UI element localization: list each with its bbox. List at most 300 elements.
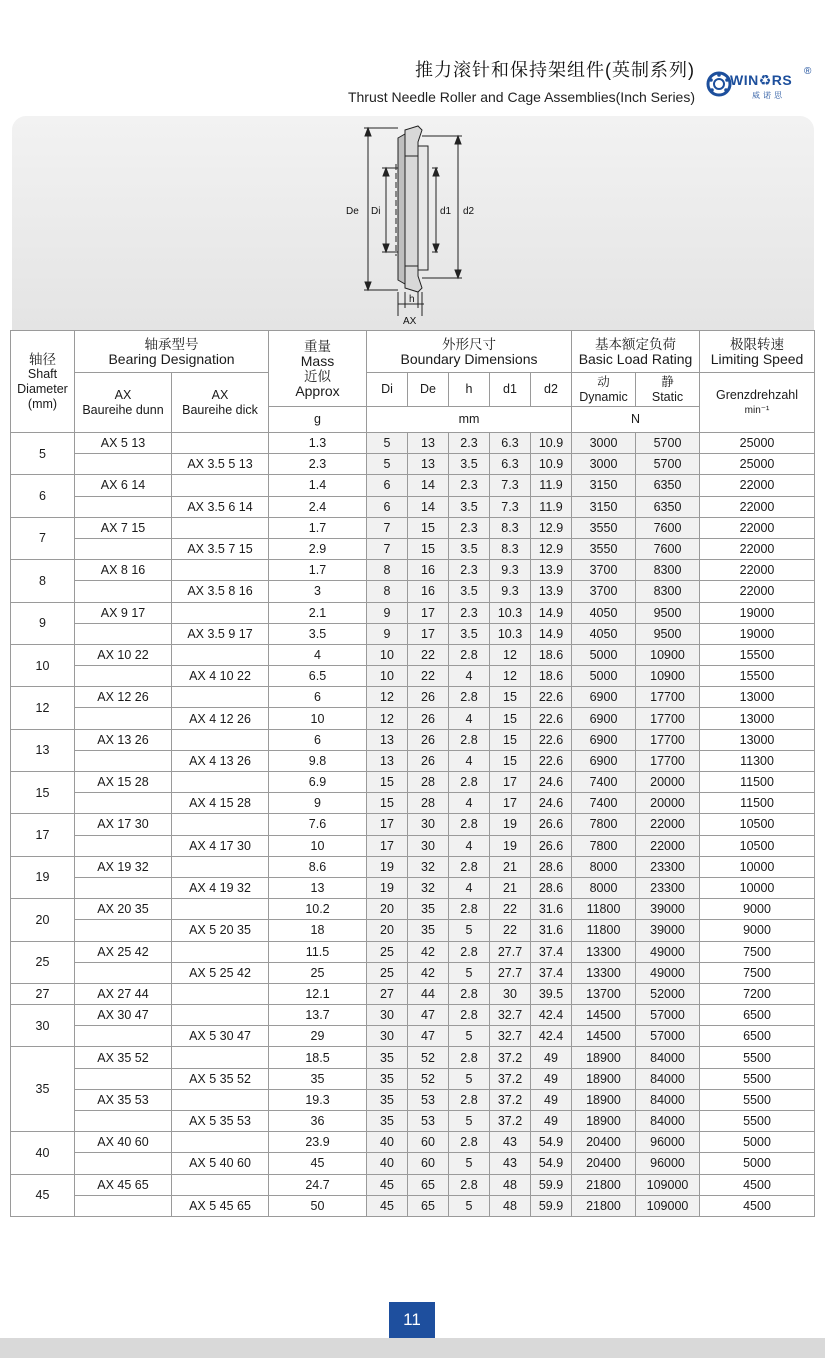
designation-thin-cell: AX 35 52 xyxy=(75,1047,172,1068)
d1-cell: 48 xyxy=(490,1195,531,1216)
d2-cell: 49 xyxy=(531,1068,572,1089)
ax-thick-header xyxy=(172,373,269,433)
di-cell: 15 xyxy=(367,793,408,814)
speed-header-en: Limiting Speed xyxy=(710,350,804,367)
designation-thick-cell xyxy=(172,560,269,581)
speed-cell: 7500 xyxy=(700,941,815,962)
dynamic-cell: 3700 xyxy=(572,560,636,581)
mass-cell: 1.3 xyxy=(269,433,367,454)
di-cell: 7 xyxy=(367,538,408,559)
dynamic-header-en: Dynamic xyxy=(579,389,628,404)
d1-cell: 43 xyxy=(490,1132,531,1153)
h-cell: 4 xyxy=(449,708,490,729)
di-cell: 13 xyxy=(367,750,408,771)
static-cell: 23300 xyxy=(636,877,700,898)
h-cell: 2.8 xyxy=(449,856,490,877)
d2-cell: 22.6 xyxy=(531,750,572,771)
h-cell: 2.3 xyxy=(449,602,490,623)
de-cell: 17 xyxy=(408,602,449,623)
mass-header-cn: 重量 xyxy=(304,338,331,354)
d2-cell: 26.6 xyxy=(531,814,572,835)
di-cell: 19 xyxy=(367,877,408,898)
static-cell: 57000 xyxy=(636,1005,700,1026)
table-row xyxy=(11,496,815,517)
speed-cell: 5000 xyxy=(700,1153,815,1174)
designation-thin-cell xyxy=(75,1068,172,1089)
d2-cell: 24.6 xyxy=(531,772,572,793)
designation-thin-cell xyxy=(75,708,172,729)
designation-thin-cell xyxy=(75,1111,172,1132)
di-cell: 30 xyxy=(367,1005,408,1026)
d1-cell: 32.7 xyxy=(490,1026,531,1047)
mass-cell: 9 xyxy=(269,793,367,814)
d1-cell: 37.2 xyxy=(490,1047,531,1068)
de-cell: 47 xyxy=(408,1005,449,1026)
di-cell: 35 xyxy=(367,1068,408,1089)
designation-thick-cell: AX 5 35 53 xyxy=(172,1111,269,1132)
dynamic-cell: 4050 xyxy=(572,602,636,623)
d1-cell: 6.3 xyxy=(490,454,531,475)
d2-cell: 37.4 xyxy=(531,962,572,983)
static-cell: 39000 xyxy=(636,920,700,941)
designation-thin-cell xyxy=(75,1195,172,1216)
d1-cell: 37.2 xyxy=(490,1111,531,1132)
d1-cell: 7.3 xyxy=(490,475,531,496)
limiting-speed-header xyxy=(700,331,815,373)
table-header xyxy=(11,331,815,433)
static-cell: 5700 xyxy=(636,433,700,454)
dynamic-cell: 3550 xyxy=(572,517,636,538)
d1-cell: 48 xyxy=(490,1174,531,1195)
static-cell: 109000 xyxy=(636,1174,700,1195)
speed-cell: 15500 xyxy=(700,644,815,665)
speed-cell: 22000 xyxy=(700,475,815,496)
speed-header-de: Grenzdrehzahl xyxy=(716,387,799,402)
designation-thick-cell: AX 3.5 8 16 xyxy=(172,581,269,602)
static-cell: 8300 xyxy=(636,581,700,602)
ax-thin-header xyxy=(75,373,172,433)
speed-cell: 10500 xyxy=(700,835,815,856)
designation-thick-cell xyxy=(172,983,269,1004)
speed-cell: 19000 xyxy=(700,602,815,623)
table-row xyxy=(11,793,815,814)
speed-header-cn: 极限转速 xyxy=(730,336,785,352)
d2-cell: 12.9 xyxy=(531,517,572,538)
speed-cell: 11500 xyxy=(700,793,815,814)
de-cell: 28 xyxy=(408,793,449,814)
d2-cell: 42.4 xyxy=(531,1026,572,1047)
label-di: Di xyxy=(371,206,381,217)
di-cell: 40 xyxy=(367,1153,408,1174)
de-cell: 15 xyxy=(408,517,449,538)
speed-cell: 9000 xyxy=(700,920,815,941)
h-cell: 5 xyxy=(449,1195,490,1216)
d1-cell: 27.7 xyxy=(490,941,531,962)
d1-cell: 21 xyxy=(490,877,531,898)
di-cell: 40 xyxy=(367,1132,408,1153)
h-cell: 2.8 xyxy=(449,687,490,708)
h-cell: 2.3 xyxy=(449,560,490,581)
table-row xyxy=(11,877,815,898)
shaft-diameter-cell: 8 xyxy=(11,560,75,602)
ax-thin-label: AX xyxy=(114,387,132,402)
table-row xyxy=(11,856,815,877)
d2-cell: 11.9 xyxy=(531,496,572,517)
d1-cell: 9.3 xyxy=(490,560,531,581)
shaft-header xyxy=(11,331,75,433)
speed-cell: 5000 xyxy=(700,1132,815,1153)
speed-cell: 4500 xyxy=(700,1195,815,1216)
static-cell: 9500 xyxy=(636,623,700,644)
table-row xyxy=(11,1132,815,1153)
mass-cell: 19.3 xyxy=(269,1089,367,1110)
d1-cell: 19 xyxy=(490,835,531,856)
static-cell: 22000 xyxy=(636,814,700,835)
designation-thick-cell: AX 4 17 30 xyxy=(172,835,269,856)
d2-cell: 37.4 xyxy=(531,941,572,962)
speed-cell: 22000 xyxy=(700,560,815,581)
designation-thin-cell: AX 40 60 xyxy=(75,1132,172,1153)
d1-header: d1 xyxy=(490,373,531,407)
d1-cell: 7.3 xyxy=(490,496,531,517)
mass-cell: 1.7 xyxy=(269,517,367,538)
mass-cell: 6.9 xyxy=(269,772,367,793)
dynamic-cell: 21800 xyxy=(572,1195,636,1216)
mass-cell: 4 xyxy=(269,644,367,665)
logo-wordmark: WIN♻RS xyxy=(730,72,793,88)
di-cell: 6 xyxy=(367,496,408,517)
dynamic-cell: 7400 xyxy=(572,793,636,814)
dynamic-cell: 3150 xyxy=(572,496,636,517)
dynamic-cell: 3000 xyxy=(572,454,636,475)
bearing-header-en: Bearing Designation xyxy=(108,350,235,367)
dynamic-cell: 6900 xyxy=(572,729,636,750)
h-cell: 2.8 xyxy=(449,1005,490,1026)
dynamic-header-cn: 动 xyxy=(597,374,610,389)
table-row xyxy=(11,1068,815,1089)
de-cell: 30 xyxy=(408,814,449,835)
d1-cell: 15 xyxy=(490,687,531,708)
static-header xyxy=(636,373,700,407)
designation-thin-cell: AX 10 22 xyxy=(75,644,172,665)
d2-cell: 49 xyxy=(531,1111,572,1132)
designation-thin-cell: AX 12 26 xyxy=(75,687,172,708)
de-cell: 47 xyxy=(408,1026,449,1047)
static-cell: 96000 xyxy=(636,1153,700,1174)
dynamic-cell: 13700 xyxy=(572,983,636,1004)
speed-cell: 6500 xyxy=(700,1005,815,1026)
static-cell: 17700 xyxy=(636,750,700,771)
designation-thick-cell: AX 4 12 26 xyxy=(172,708,269,729)
d2-cell: 31.6 xyxy=(531,920,572,941)
speed-cell: 4500 xyxy=(700,1174,815,1195)
d1-cell: 22 xyxy=(490,920,531,941)
static-cell: 8300 xyxy=(636,560,700,581)
speed-cell: 10500 xyxy=(700,814,815,835)
d2-cell: 22.6 xyxy=(531,687,572,708)
mass-cell: 1.4 xyxy=(269,475,367,496)
de-cell: 14 xyxy=(408,496,449,517)
h-cell: 5 xyxy=(449,920,490,941)
h-cell: 3.5 xyxy=(449,538,490,559)
h-cell: 3.5 xyxy=(449,454,490,475)
speed-cell: 19000 xyxy=(700,623,815,644)
d2-cell: 18.6 xyxy=(531,666,572,687)
d1-cell: 15 xyxy=(490,729,531,750)
de-cell: 60 xyxy=(408,1153,449,1174)
shaft-header-cn: 轴径 xyxy=(29,351,56,367)
designation-thick-cell xyxy=(172,1132,269,1153)
static-header-cn: 静 xyxy=(661,374,674,389)
d1-cell: 19 xyxy=(490,814,531,835)
table-row xyxy=(11,1005,815,1026)
designation-thick-cell: AX 5 40 60 xyxy=(172,1153,269,1174)
designation-thick-cell: AX 4 13 26 xyxy=(172,750,269,771)
speed-header-unit: min⁻¹ xyxy=(744,404,770,416)
designation-thin-cell xyxy=(75,666,172,687)
table-row xyxy=(11,1174,815,1195)
ax-thick-sub: Baureihe dick xyxy=(182,402,258,417)
table-row xyxy=(11,517,815,538)
d2-cell: 10.9 xyxy=(531,433,572,454)
h-cell: 2.8 xyxy=(449,899,490,920)
dynamic-cell: 3700 xyxy=(572,581,636,602)
page-header xyxy=(348,58,695,106)
label-h: h xyxy=(409,294,415,305)
de-header: De xyxy=(408,373,449,407)
mass-cell: 6 xyxy=(269,729,367,750)
h-cell: 2.8 xyxy=(449,1174,490,1195)
speed-cell: 11500 xyxy=(700,772,815,793)
di-cell: 35 xyxy=(367,1111,408,1132)
d2-cell: 31.6 xyxy=(531,899,572,920)
static-cell: 84000 xyxy=(636,1111,700,1132)
di-cell: 8 xyxy=(367,560,408,581)
mass-cell: 2.3 xyxy=(269,454,367,475)
d2-header: d2 xyxy=(531,373,572,407)
designation-thick-cell xyxy=(172,1089,269,1110)
static-cell: 57000 xyxy=(636,1026,700,1047)
de-cell: 14 xyxy=(408,475,449,496)
shaft-diameter-cell: 45 xyxy=(11,1174,75,1216)
designation-thin-cell: AX 35 53 xyxy=(75,1089,172,1110)
designation-thick-cell xyxy=(172,899,269,920)
de-cell: 28 xyxy=(408,772,449,793)
table-row xyxy=(11,1153,815,1174)
speed-cell: 22000 xyxy=(700,581,815,602)
table-row xyxy=(11,1026,815,1047)
bearing-designation-header xyxy=(75,331,269,373)
speed-cell: 22000 xyxy=(700,496,815,517)
table-row xyxy=(11,560,815,581)
designation-thick-cell xyxy=(172,814,269,835)
static-cell: 84000 xyxy=(636,1089,700,1110)
table-row xyxy=(11,729,815,750)
di-cell: 8 xyxy=(367,581,408,602)
h-cell: 2.8 xyxy=(449,983,490,1004)
shaft-header-en: Shaft xyxy=(27,366,58,381)
speed-cell: 7200 xyxy=(700,983,815,1004)
de-cell: 53 xyxy=(408,1089,449,1110)
h-cell: 5 xyxy=(449,1068,490,1089)
static-cell: 9500 xyxy=(636,602,700,623)
designation-thick-cell xyxy=(172,1005,269,1026)
di-cell: 10 xyxy=(367,644,408,665)
designation-thin-cell: AX 20 35 xyxy=(75,899,172,920)
dynamic-cell: 20400 xyxy=(572,1132,636,1153)
designation-thick-cell xyxy=(172,644,269,665)
d1-cell: 27.7 xyxy=(490,962,531,983)
table-row xyxy=(11,644,815,665)
dynamic-cell: 3150 xyxy=(572,475,636,496)
shaft-diameter-cell: 17 xyxy=(11,814,75,856)
shaft-diameter-cell: 35 xyxy=(11,1047,75,1132)
shaft-diameter-cell: 10 xyxy=(11,644,75,686)
dynamic-header xyxy=(572,373,636,407)
table-row xyxy=(11,538,815,559)
mass-cell: 3 xyxy=(269,581,367,602)
table-row xyxy=(11,1089,815,1110)
mass-cell: 45 xyxy=(269,1153,367,1174)
speed-cell: 13000 xyxy=(700,687,815,708)
de-cell: 13 xyxy=(408,433,449,454)
designation-thin-cell xyxy=(75,581,172,602)
dynamic-cell: 6900 xyxy=(572,687,636,708)
d1-cell: 37.2 xyxy=(490,1068,531,1089)
table-row xyxy=(11,433,815,454)
approx-header-en: Approx xyxy=(295,382,340,399)
speed-cell: 5500 xyxy=(700,1068,815,1089)
designation-thin-cell: AX 45 65 xyxy=(75,1174,172,1195)
de-cell: 65 xyxy=(408,1174,449,1195)
d1-cell: 10.3 xyxy=(490,602,531,623)
di-cell: 35 xyxy=(367,1047,408,1068)
designation-thick-cell: AX 3.5 6 14 xyxy=(172,496,269,517)
speed-cell: 5500 xyxy=(700,1047,815,1068)
designation-thin-cell xyxy=(75,962,172,983)
de-cell: 35 xyxy=(408,920,449,941)
d1-cell: 15 xyxy=(490,750,531,771)
de-cell: 26 xyxy=(408,729,449,750)
designation-thick-cell: AX 5 45 65 xyxy=(172,1195,269,1216)
table-row xyxy=(11,835,815,856)
de-cell: 42 xyxy=(408,962,449,983)
d2-cell: 28.6 xyxy=(531,877,572,898)
d2-cell: 59.9 xyxy=(531,1195,572,1216)
dynamic-cell: 21800 xyxy=(572,1174,636,1195)
d1-cell: 30 xyxy=(490,983,531,1004)
table-row xyxy=(11,1047,815,1068)
static-cell: 17700 xyxy=(636,708,700,729)
h-cell: 2.3 xyxy=(449,517,490,538)
static-cell: 20000 xyxy=(636,772,700,793)
designation-thick-cell xyxy=(172,475,269,496)
designation-thick-cell: AX 3.5 7 15 xyxy=(172,538,269,559)
dynamic-cell: 13300 xyxy=(572,962,636,983)
speed-cell: 22000 xyxy=(700,538,815,559)
d2-cell: 54.9 xyxy=(531,1153,572,1174)
d2-cell: 10.9 xyxy=(531,454,572,475)
mass-cell: 2.1 xyxy=(269,602,367,623)
dynamic-cell: 6900 xyxy=(572,750,636,771)
d2-cell: 14.9 xyxy=(531,602,572,623)
static-cell: 52000 xyxy=(636,983,700,1004)
h-cell: 3.5 xyxy=(449,496,490,517)
dynamic-cell: 8000 xyxy=(572,877,636,898)
h-cell: 4 xyxy=(449,835,490,856)
label-d2: d2 xyxy=(463,206,475,217)
mass-cell: 6.5 xyxy=(269,666,367,687)
d2-cell: 11.9 xyxy=(531,475,572,496)
d1-cell: 37.2 xyxy=(490,1089,531,1110)
speed-cell: 10000 xyxy=(700,877,815,898)
h-cell: 3.5 xyxy=(449,623,490,644)
dynamic-cell: 11800 xyxy=(572,899,636,920)
h-cell: 2.3 xyxy=(449,475,490,496)
designation-thick-cell xyxy=(172,687,269,708)
de-cell: 52 xyxy=(408,1068,449,1089)
d2-cell: 12.9 xyxy=(531,538,572,559)
mass-cell: 3.5 xyxy=(269,623,367,644)
speed-cell: 10000 xyxy=(700,856,815,877)
load-header-en: Basic Load Rating xyxy=(578,350,693,367)
speed-cell: 11300 xyxy=(700,750,815,771)
ax-thick-label: AX xyxy=(211,387,229,402)
boundary-header-en: Boundary Dimensions xyxy=(400,350,538,367)
mass-header-en: Mass xyxy=(300,352,335,369)
mass-cell: 23.9 xyxy=(269,1132,367,1153)
h-cell: 5 xyxy=(449,962,490,983)
h-cell: 2.8 xyxy=(449,772,490,793)
label-d1: d1 xyxy=(440,206,452,217)
designation-thin-cell xyxy=(75,1026,172,1047)
mass-cell: 12.1 xyxy=(269,983,367,1004)
h-cell: 2.8 xyxy=(449,729,490,750)
static-cell: 17700 xyxy=(636,729,700,750)
d2-cell: 22.6 xyxy=(531,708,572,729)
mass-cell: 25 xyxy=(269,962,367,983)
static-cell: 84000 xyxy=(636,1068,700,1089)
h-cell: 5 xyxy=(449,1111,490,1132)
mass-cell: 7.6 xyxy=(269,814,367,835)
designation-thick-cell: AX 5 20 35 xyxy=(172,920,269,941)
title-chinese: 推力滚针和保持架组件(英制系列) xyxy=(415,60,695,80)
di-header: Di xyxy=(367,373,408,407)
table-row xyxy=(11,1195,815,1216)
designation-thick-cell xyxy=(172,517,269,538)
dynamic-cell: 3000 xyxy=(572,433,636,454)
table-row xyxy=(11,666,815,687)
static-cell: 7600 xyxy=(636,538,700,559)
designation-thick-cell xyxy=(172,1174,269,1195)
designation-thick-cell xyxy=(172,941,269,962)
designation-thick-cell: AX 5 30 47 xyxy=(172,1026,269,1047)
de-cell: 17 xyxy=(408,623,449,644)
d1-cell: 10.3 xyxy=(490,623,531,644)
static-cell: 7600 xyxy=(636,517,700,538)
d1-cell: 6.3 xyxy=(490,433,531,454)
d1-cell: 9.3 xyxy=(490,581,531,602)
designation-thick-cell: AX 3.5 5 13 xyxy=(172,454,269,475)
di-cell: 5 xyxy=(367,433,408,454)
static-cell: 5700 xyxy=(636,454,700,475)
designation-thick-cell xyxy=(172,856,269,877)
dynamic-cell: 18900 xyxy=(572,1068,636,1089)
winors-logo xyxy=(706,64,816,104)
de-cell: 16 xyxy=(408,560,449,581)
d1-cell: 8.3 xyxy=(490,517,531,538)
speed-cell: 13000 xyxy=(700,729,815,750)
